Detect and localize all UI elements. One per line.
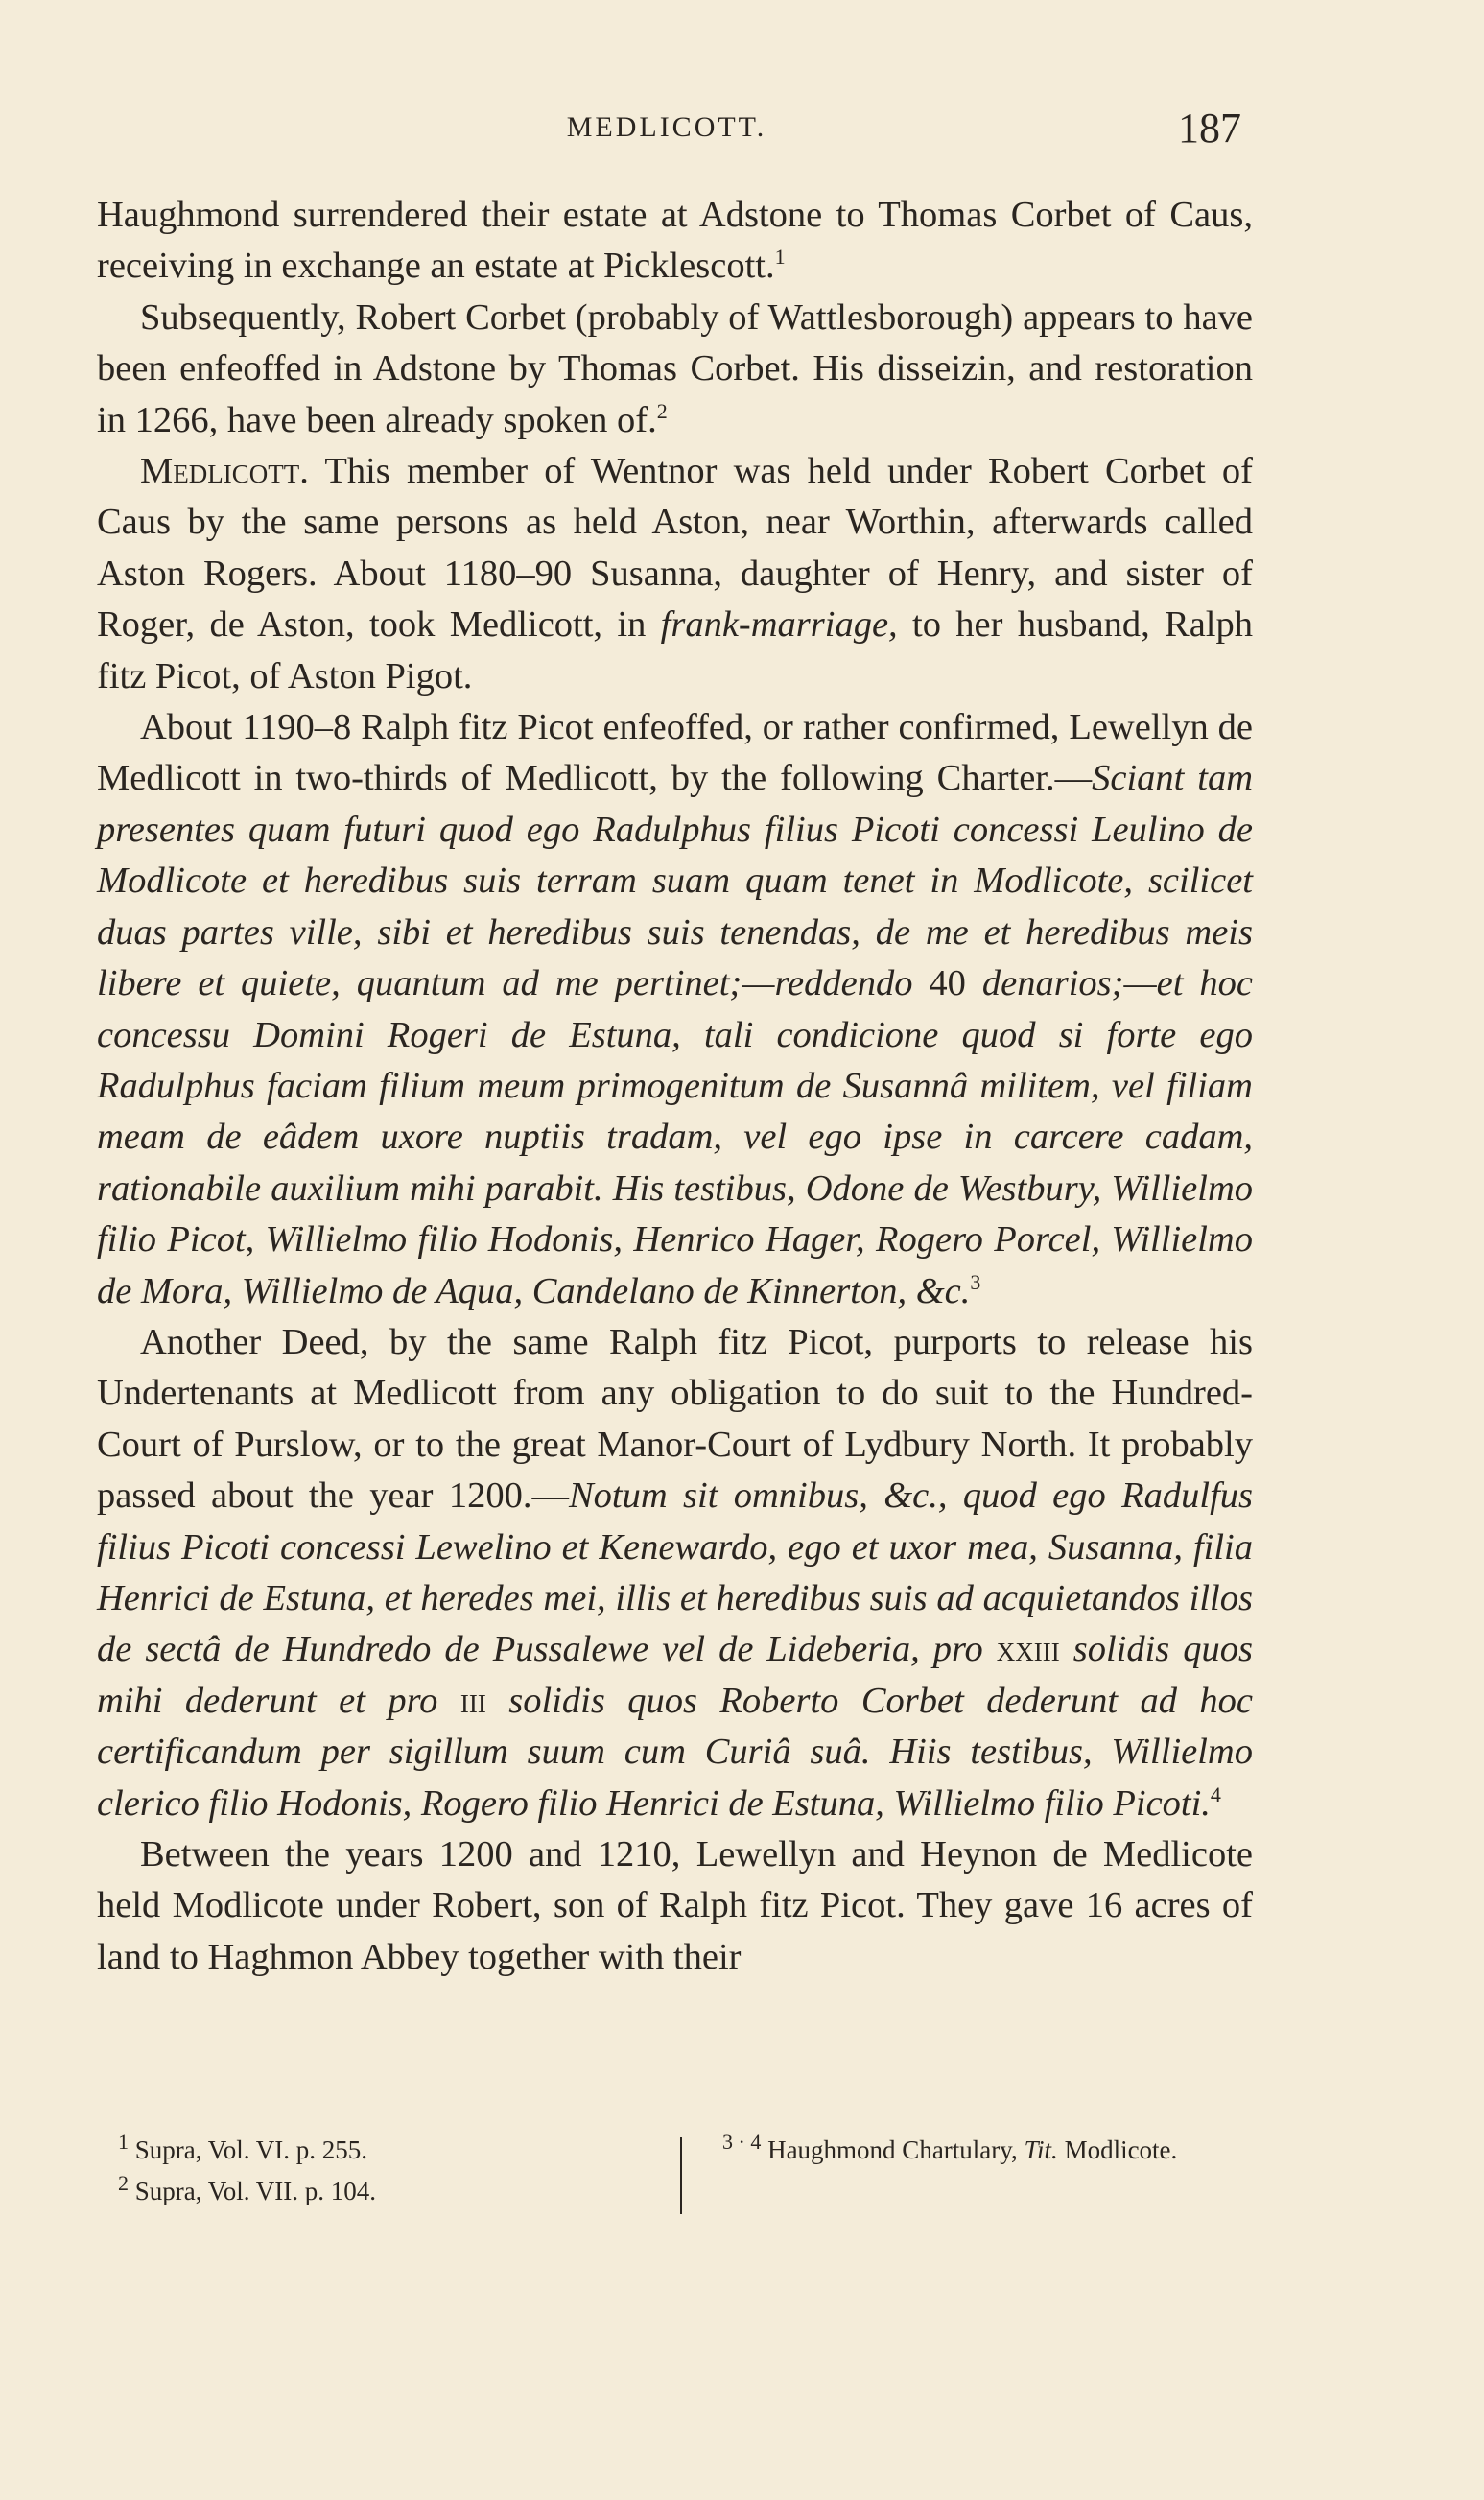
footnote-ref: 3	[970, 1269, 981, 1294]
footnote-ref: 2	[656, 398, 668, 423]
latin-deed-text: Notum sit omnibus, &c., quod ego Radulfus filius Picoti concessi Lewelino et Kenewardo, ego et uxor mea, Susanna, filia Henrici de Estuna, et heredes mei, illis et heredibus suis ad acquietandos illos de sectâ de Hundredo de Pussalewe vel de Lideberia, pro	[97, 1475, 1253, 1670]
paragraph-adstone-exchange	[97, 190, 1253, 293]
footnote-mark: 2	[118, 2171, 129, 2195]
running-head	[0, 104, 1484, 161]
paragraph-text: Haughmond surrendered their estate at Adstone to Thomas Corbet of Caus, receiving in exchange an estate at Picklescott.	[97, 195, 1253, 287]
footnote-italic: Tit.	[1024, 2135, 1058, 2164]
footnotes-left-column	[118, 2130, 655, 2212]
footnote-text: Supra, Vol. VI. p. 255.	[134, 2135, 368, 2164]
running-title: MEDLICOTT.	[566, 111, 767, 143]
paragraph-text: This member of Wentnor was held under Robert Corbet of Caus by the same persons as held Aston, near Worthin, afterwards called Aston Rogers. About 1180–90 Susanna, daughter of Henry, and sister of Roger, de Aston, took Medlicott, in	[97, 451, 1253, 646]
footnote-text: Modlicote.	[1057, 2135, 1178, 2164]
paragraph-text: to her husband, Ralph fitz Picot, of Aston Pigot.	[97, 604, 1253, 696]
body-text	[97, 190, 1253, 1983]
paragraph-between-years	[97, 1829, 1253, 1983]
paragraph-text: Between the years 1200 and 1210, Lewellyn and Heynon de Medlicote held Modlicote under Robert, son of Ralph fitz Picot. They gave 16 acres of land to Haghmon Abbey together with their	[97, 1834, 1253, 1977]
roman-numeral: xxiii	[996, 1629, 1060, 1670]
footnote-ref: 4	[1210, 1781, 1221, 1806]
footnote-mark: 1	[118, 2130, 129, 2154]
page-number: 187	[1178, 105, 1241, 152]
paragraph-charter	[97, 702, 1253, 1317]
footnote-divider	[680, 2137, 682, 2214]
charter-number: 40	[929, 963, 966, 1004]
footnote-1	[118, 2130, 655, 2171]
paragraph-robert-corbet	[97, 293, 1253, 446]
footnote-2	[118, 2171, 655, 2212]
italic-term: frank-marriage,	[660, 604, 898, 646]
paragraph-text: Subsequently, Robert Corbet (probably of Wattlesborough) appears to have been enfeoffed in Adstone by Thomas Corbet. His disseizin, and restoration in 1266, have been already spoken of.	[97, 296, 1253, 440]
latin-charter-text: Sciant tam presentes quam futuri quod ego Radulphus filius Picoti concessi Leulino de Modlicote et heredibus suis terram suam quam tenet in Modlicote, scilicet duas partes ville, sibi et heredibus suis tenendas, de me et heredibus meis libere et quiete, quantum ad me pertinet;—reddendo	[97, 758, 1253, 1004]
footnote-text: Haughmond Chartulary,	[767, 2135, 1025, 2164]
roman-numeral: iii	[459, 1680, 486, 1721]
latin-charter-text: denarios;—et hoc concessu Domini Rogeri de Estuna, tali condicione quod si forte ego Radulphus faciam filium meum primogenitum de Susannâ militem, vel filiam meam de eâdem uxore nuptiis tradam, vel ego ipse in carcere cadam, rationabile auxilium mihi parabit. His testibus, Odone de Westbury, Willielmo filio Picot, Willielmo filio Hodonis, Henrico Hager, Rogero Porcel, Willielmo de Mora, Willielmo de Aqua, Candelano de Kinnerton, &c.	[97, 963, 1253, 1311]
footnote-ref: 1	[774, 245, 786, 270]
latin-deed-text: solidis quos Roberto Corbet dederunt ad hoc certificandum per sigillum suum cum Curiâ suâ. Hiis testibus, Willielmo clerico filio Hodonis, Rogero filio Henrici de Estuna, Willielmo filio Picoti.	[97, 1680, 1254, 1824]
latin-deed-text: solidis quos mihi dederunt et pro	[97, 1629, 1253, 1721]
paragraph-text: About 1190–8 Ralph fitz Picot enfeoffed, or rather confirmed, Lewellyn de Medlicott in two-thirds of Medlicott, by the following Charter.—	[97, 707, 1253, 799]
footnote-mark: 3 · 4	[722, 2130, 762, 2154]
section-lead: Medlicott.	[140, 451, 309, 492]
paragraph-medlicott	[97, 446, 1253, 702]
footnotes-right-column	[722, 2130, 1260, 2171]
footnote-text: Supra, Vol. VII. p. 104.	[134, 2177, 377, 2205]
footnote-3-4	[722, 2130, 1260, 2171]
paragraph-text: Another Deed, by the same Ralph fitz Picot, purports to release his Undertenants at Medlicott from any obligation to do suit to the Hundred-Court of Purslow, or to the great Manor-Court of Lydbury North. It probably passed about the year 1200.—	[97, 1321, 1253, 1517]
paragraph-another-deed	[97, 1317, 1253, 1829]
